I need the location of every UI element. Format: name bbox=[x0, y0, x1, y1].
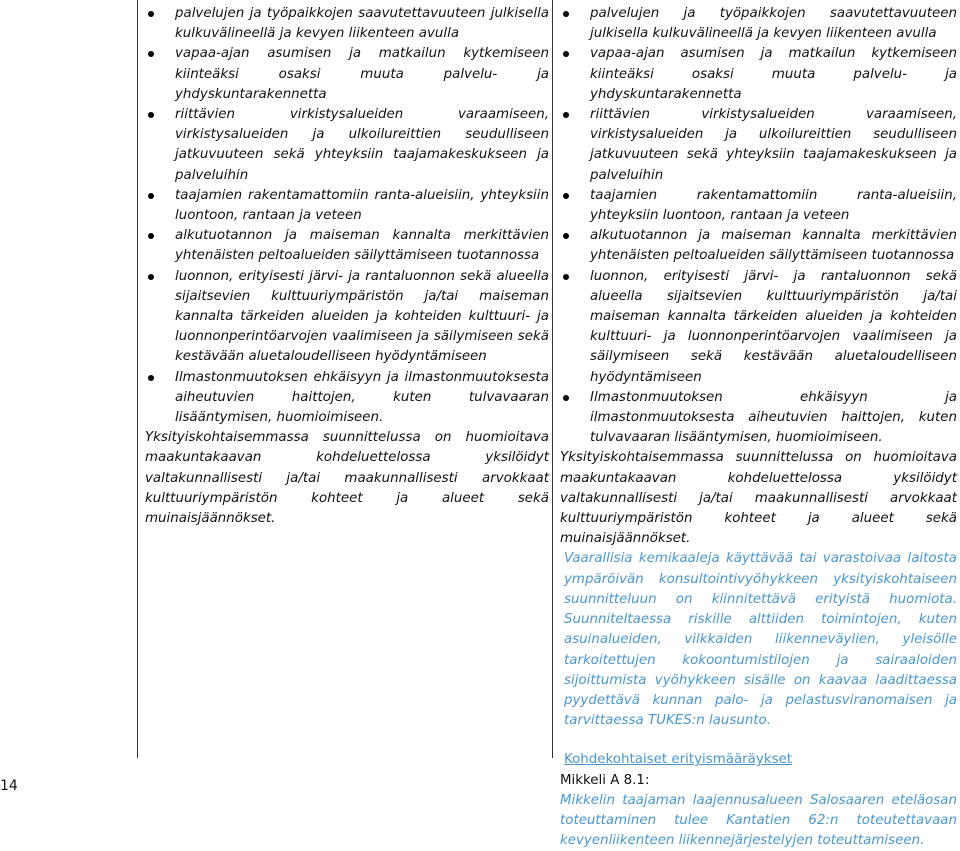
column-divider-middle bbox=[552, 0, 553, 758]
section-text: Mikkelin taajaman laajennusalueen Salosaaren eteläosan toteuttaminen tulee Kantatien 62:n toteutettavaan kevyenliikenteen liikennejärjestelyjen toteuttamiseen. bbox=[560, 792, 957, 849]
section-subheading: Mikkeli A 8.1: bbox=[560, 772, 650, 788]
section-heading: Kohdekohtaiset erityismääräykset bbox=[564, 752, 793, 768]
left-bullet-6: luonnon, erityisesti järvi- ja rantaluonnon sekä alueella sijaitsevien kulttuuriympäristön ja/tai maiseman kannalta tärkeiden alueiden ja kohteiden kulttuuri- ja luonnonperintöarvojen vaalimiseen ja säilymiseen sekä kestävään aluetaloudelliseen hyödyntämiseen bbox=[145, 267, 549, 368]
right-bullet-1: palvelujen ja työpaikkojen saavutettavuuteen julkisella kulkuvälineellä ja kevyen liikenteen avulla bbox=[560, 4, 957, 44]
left-bullet-5: alkutuotannon ja maiseman kannalta merkittävien yhtenäisten peltoalueiden säilyttämiseen tuotannossa bbox=[145, 226, 549, 266]
left-bullet-7: Ilmastonmuutoksen ehkäisyyn ja ilmastonmuutoksesta aiheutuvien haittojen, kuten tulvavaaran lisääntymisen, huomioimiseen. bbox=[145, 368, 549, 429]
column-divider-left bbox=[137, 0, 138, 758]
right-paragraph: Yksityiskohtaisemmassa suunnittelussa on huomioitava maakuntakaavan kohdeluettelossa yksilöidyt valtakunnallisesti ja/tai maakunnallisesti arvokkaat kulttuuriympäristön kohteet ja alueet sekä muinaisjäännökset. bbox=[560, 450, 957, 547]
right-bullet-7: Ilmastonmuutoksen ehkäisyyn ja ilmastonmuutoksesta aiheutuvien haittojen, kuten tulvavaaran lisääntymisen, huomioimiseen. bbox=[560, 388, 957, 449]
right-bullet-2: vapaa-ajan asumisen ja matkailun kytkemiseen kiinteäksi osaksi muuta palvelu- ja yhdyskuntarakennetta bbox=[560, 44, 957, 105]
specific-regulations-section bbox=[560, 750, 957, 851]
page-number: 14 bbox=[0, 778, 18, 794]
right-column bbox=[560, 4, 957, 851]
left-paragraph: Yksityiskohtaisemmassa suunnittelussa on huomioitava maakuntakaavan kohdeluettelossa yksilöidyt valtakunnallisesti ja/tai maakunnallisesti arvokkaat kulttuuriympäristön kohteet ja alueet sekä muinaisjäännökset. bbox=[145, 430, 549, 527]
right-added-paragraph: Vaarallisia kemikaaleja käyttävää tai varastoivaa laitosta ympäröivän konsultointivyöhykkeen yksityiskohtaiseen suunnitteluun on kiinnitettävä erityistä huomiota. Suunniteltaessa riskille alttiiden toimintojen, kuten asuinalueiden, vilkkaiden liikenneväylien, yleisölle tarkoitettujen kokoontumistilojen ja sairaaloiden sijoittumista vyöhykkeen sisälle on kaavaa laadittaessa pyydettävä kunnan palo- ja pelastusviranomaisen ja tarvittaessa TUKES:n lausunto. bbox=[564, 551, 957, 729]
right-bullet-3: riittävien virkistysalueiden varaamiseen, virkistysalueiden ja ulkoilureittien seudulliseen jatkuvuuteen sekä yhteyksiin taajamakeskukseen ja palveluihin bbox=[560, 105, 957, 186]
left-bullet-1: palvelujen ja työpaikkojen saavutettavuuteen julkisella kulkuvälineellä ja kevyen liikenteen avulla bbox=[145, 4, 549, 44]
left-column bbox=[145, 4, 549, 529]
right-bullet-list bbox=[560, 4, 957, 448]
right-bullet-6: luonnon, erityisesti järvi- ja rantaluonnon sekä alueella sijaitsevien kulttuuriympäristön ja/tai maiseman kannalta tärkeiden alueiden ja kohteiden kulttuuri- ja luonnonperintöarvojen vaalimiseen ja säilymiseen sekä kestävään aluetaloudelliseen hyödyntämiseen bbox=[560, 267, 957, 388]
right-bullet-5: alkutuotannon ja maiseman kannalta merkittävien yhtenäisten peltoalueiden säilyttämiseen tuotannossa bbox=[560, 226, 957, 266]
left-bullet-4: taajamien rakentamattomiin ranta-alueisiin, yhteyksiin luontoon, rantaan ja veteen bbox=[145, 186, 549, 226]
left-bullet-2: vapaa-ajan asumisen ja matkailun kytkemiseen kiinteäksi osaksi muuta palvelu- ja yhdyskuntarakennetta bbox=[145, 44, 549, 105]
right-bullet-4: taajamien rakentamattomiin ranta-alueisiin, yhteyksiin luontoon, rantaan ja veteen bbox=[560, 186, 957, 226]
left-bullet-list bbox=[145, 4, 549, 428]
left-bullet-3: riittävien virkistysalueiden varaamiseen, virkistysalueiden ja ulkoilureittien seudulliseen jatkuvuuteen sekä yhteyksiin taajamakeskukseen ja palveluihin bbox=[145, 105, 549, 186]
